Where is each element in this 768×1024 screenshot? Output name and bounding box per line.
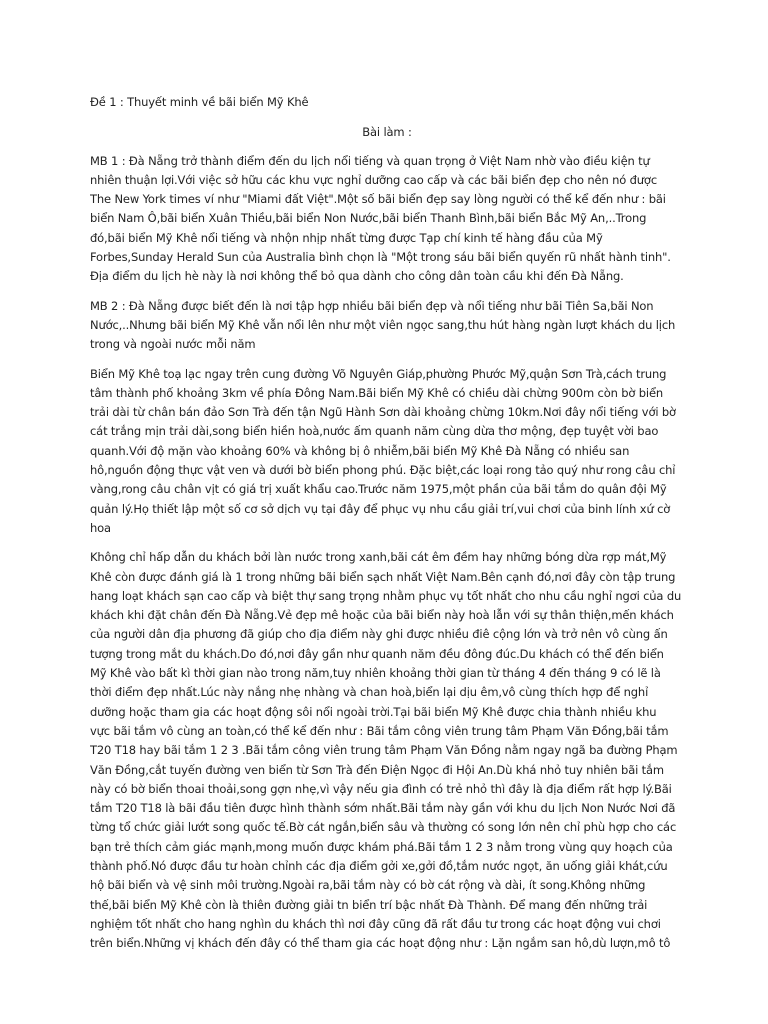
paragraph-line: quản lý.Họ thiết lập một số cơ sở dịch vụ tại đây để phục vụ nhu cầu giải trí,vui chơi của binh lính xứ cờ xyxy=(90,501,671,516)
paragraph-line: khách khi đặt chân đến Đà Nẵng.Vẻ đẹp mê hoặc của bãi biển này hoà lẫn với sự thân thiện,mến khách xyxy=(90,608,674,623)
paragraph-line: nghiệm tốt nhất cho hang nghìn du khách thì nơi đây cũng đã rất đầu tư trong các hoạt động vui chơi xyxy=(90,916,661,931)
paragraph-line: nhiên thuận lợi.Với việc sở hữu các khu vực nghỉ dưỡng cao cấp và các bãi biển đẹp cho nên nó được xyxy=(90,172,657,187)
paragraph-line: từng tổ chức giải lướt song quốc tế.Bờ cát ngắn,biển sâu và thường có song lớn nên chỉ phù hợp cho các xyxy=(90,820,677,835)
paragraph-line: tắm T20 T18 là bãi đầu tiên được hình thành sớm nhất.Bãi tắm này gần với khu du lịch Non Nước Nơi đã xyxy=(90,801,676,816)
paragraph-line: Khê còn được đánh giá là 1 trong những bãi biển sạch nhất Việt Nam.Bên cạnh đó,nơi đây còn tập trung xyxy=(90,569,676,584)
paragraph-line: trên biển.Những vị khách đến đây có thể tham gia các hoạt động như : Lặn ngắm san hô,dù lượn,mô tô xyxy=(90,936,671,951)
paragraph-line: vàng,rong câu chân vịt có giá trị xuất khẩu cao.Trước năm 1975,một phần của bãi tắm do quân đội Mỹ xyxy=(90,482,667,497)
paragraph-line: này có bờ biển thoai thoải,song gợn nhẹ,vì vậy nếu gia đình có trẻ nhỏ thì đây là địa điểm rất hợp lý.Bãi xyxy=(90,781,672,796)
paragraph-line: Forbes,Sunday Herald Sun của Australia bình chọn là "Một trong sáu bãi biển quyến rũ nhất hành tinh". xyxy=(90,250,671,265)
paragraph-line: MB 2 : Đà Nẵng được biết đến là nơi tập hợp nhiều bãi biển đẹp và nổi tiếng như bãi Tiên Sa,bãi Non xyxy=(90,298,654,313)
paragraph-line: Văn Đồng,cắt tuyến đường ven biển từ Sơn Trà đến Điện Ngọc đi Hội An.Dù khá nhỏ tuy nhiên bãi tắm xyxy=(90,762,664,777)
paragraph-line: hoa xyxy=(90,520,111,535)
paragraph-line: hô,nguồn động thực vật ven và dưới bờ biển phong phú. Đặc biệt,các loại rong tảo quý như rong câu chỉ xyxy=(90,463,676,478)
paragraph-line: bạn trẻ thích cảm giác mạnh,mong muốn được khám phá.Bãi tắm 1 2 3 nằm trong vùng quy hoạch của xyxy=(90,839,673,854)
paragraph xyxy=(90,365,684,539)
document-body xyxy=(90,93,684,963)
paragraph-line: vực bãi tắm vô cùng an toàn,có thể kể đến như : Bãi tắm công viên trung tâm Phạm Văn Đồng,bãi tắm xyxy=(90,723,669,738)
document-title: Đề 1 : Thuyết minh về bãi biển Mỹ Khê xyxy=(90,95,309,109)
paragraph-line: dưỡng hoặc tham gia các hoạt động sôi nổi ngoài trời.Tại bãi biển Mỹ Khê được chia thành nhiều khu xyxy=(90,704,657,719)
paragraph xyxy=(90,548,684,953)
paragraph-line: hang loạt khách sạn cao cấp và biệt thự sang trọng nhằm phục vụ tốt nhất cho nhu cầu nghỉ ngơi của du xyxy=(90,588,682,603)
paragraph-line: trong và ngoài nước mỗi năm xyxy=(90,337,256,352)
paragraph-line: Mỹ Khê vào bất kì thời gian nào trong năm,tuy nhiên khoảng thời gian từ tháng 4 đến tháng 9 có lẽ là xyxy=(90,666,661,681)
paragraph-line: MB 1 : Đà Nẵng trở thành điểm đến du lịch nổi tiếng và quan trọng ở Việt Nam nhờ vào điều kiện tự xyxy=(90,153,650,168)
paragraph-line: thế,bãi biển Mỹ Khê còn là thiên đường giải tn biển trí bậc nhất Đà Thành. Để mang đến những trải xyxy=(90,897,648,912)
paragraph-list xyxy=(90,152,684,954)
paragraph-line: biển Nam Ô,bãi biển Xuân Thiều,bãi biển Non Nước,bãi biển Thanh Bình,bãi biển Bắc Mỹ An,..Trong xyxy=(90,211,647,226)
paragraph-line: Biển Mỹ Khê toạ lạc ngay trên cung đường Võ Nguyên Giáp,phường Phước Mỹ,quận Sơn Trà,cách trung xyxy=(90,366,667,381)
paragraph-line: Không chỉ hấp dẫn du khách bởi làn nước trong xanh,bãi cát êm đềm hay những bóng dừa rợp mát,Mỹ xyxy=(90,550,667,565)
paragraph-line: Địa điểm du lịch hè này là nơi không thể bỏ qua dành cho công dân toàn cầu khi đến Đà Nẵng. xyxy=(90,269,624,284)
paragraph-line: trải dài từ chân bán đảo Sơn Trà đến tận Ngũ Hành Sơn dài khoảng chừng 10km.Nơi đây nổi tiếng với bờ xyxy=(90,405,676,420)
paragraph-line: tâm thành phố khoảng 3km về phía Đông Nam.Bãi biển Mỹ Khê có chiều dài chừng 900m còn bờ biển xyxy=(90,385,664,400)
paragraph-line: Nước,..Nhưng bãi biển Mỹ Khê vẫn nổi lên như một viên ngọc sang,thu hút hàng ngàn lượt khách du lịch xyxy=(90,317,676,332)
paragraph-line: thành phố.Nó được đầu tư hoàn chỉnh các địa điểm gởi xe,gởi đồ,tắm nước ngọt, ăn uống giải khát,cứu xyxy=(90,858,668,873)
paragraph-line: thời điểm đẹp nhất.Lúc này nắng nhẹ nhàng và chan hoà,biển lại dịu êm,vô cùng thích hợp để nghỉ xyxy=(90,685,649,700)
paragraph xyxy=(90,152,684,287)
paragraph-line: The New York times ví như "Miami đất Việt".Một số bãi biển đẹp say lòng người có thể kể đến như : bãi xyxy=(90,192,666,207)
document-subtitle: Bài làm : xyxy=(362,125,412,140)
paragraph xyxy=(90,297,684,355)
paragraph-line: của người dân địa phương đã giúp cho địa điểm này ghi được nhiều điê cộng lớn và trở nên vô cùng ấn xyxy=(90,627,668,642)
paragraph-line: T20 T18 hay bãi tắm 1 2 3 .Bãi tắm công viên trung tâm Phạm Văn Đồng nằm ngay ngã ba đường Phạm xyxy=(90,743,678,758)
paragraph-line: hộ bãi biển và vệ sinh môi trường.Ngoài ra,bãi tắm này có bờ cát rộng và dài, ít song.Không những xyxy=(90,878,646,893)
paragraph-line: đó,bãi biển Mỹ Khê nổi tiếng và nhộn nhịp nhất từng được Tạp chí kinh tế hàng đầu của Mỹ xyxy=(90,230,603,245)
paragraph-line: tượng trong mắt du khách.Do đó,nơi đây gần như quanh năm đều đông đúc.Du khách có thể đến biển xyxy=(90,646,664,661)
paragraph-line: quanh.Với độ mặn vào khoảng 60% và không bị ô nhiễm,bãi biển Mỹ Khê Đà Nẵng có nhiều san xyxy=(90,443,630,458)
paragraph-line: cát trắng mịn trải dài,song biển hiền hoà,nước ấm quanh năm cùng dừa thơ mộng, đẹp tuyệt vời bao xyxy=(90,424,659,439)
